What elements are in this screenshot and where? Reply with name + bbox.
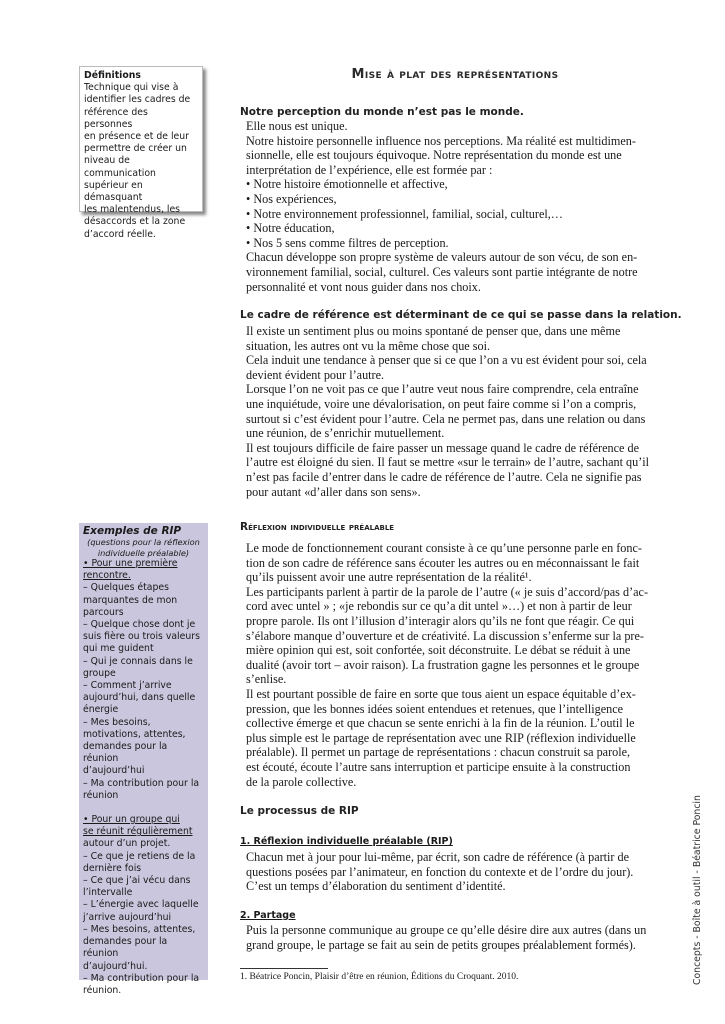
- rip-group1-heading-line: rencontre.: [83, 570, 131, 582]
- definitions-line: référence des personnes: [84, 106, 148, 130]
- page-title: Mise à plat des représentations: [351, 67, 559, 82]
- text-line: Elle nous est unique.: [246, 119, 348, 133]
- rip-item: d’aujourd’hui: [83, 765, 145, 777]
- rip-group1-heading: [83, 558, 204, 582]
- rip-item: autour d’un projet.: [83, 838, 171, 850]
- definitions-line: supérieur en démasquant: [84, 179, 143, 204]
- text-line: vironnement familial, social, culturel. Ces valeurs sont partie intégrante de notre: [246, 264, 638, 279]
- definitions-line: identifier les cadres de: [84, 94, 191, 106]
- rip-item: dernière fois: [83, 862, 142, 874]
- text-line: sionnelle, elle est toujours équivoque. Notre représentation du monde est une: [246, 148, 622, 163]
- rip-item: énergie: [83, 704, 119, 716]
- definitions-line: en présence et de leur: [84, 131, 189, 143]
- text-line: Le mode de fonctionnement courant consiste à ce qu’une personne parle en fonc-: [246, 541, 642, 555]
- definitions-line: Technique qui vise à: [84, 82, 179, 94]
- text-line: tion de son cadre de référence sans écouter les autres ou en méconnaissant le fait: [246, 555, 640, 570]
- text-line: pression, que les bonnes idées soient entendues et retenues, que l’intelligence: [246, 701, 624, 716]
- rip-item: – Comment j’arrive: [83, 680, 172, 692]
- step2-heading: 2. Partage: [240, 910, 296, 921]
- rip-group2-heading-line: se réunit régulièrement: [83, 826, 193, 838]
- text-line: une réunion, de s’enrichir mutuellement.: [246, 426, 445, 441]
- text-line: l’autre est éloigné du sien. Il faut se mettre «sur le terrain» de l’autre, sachant qu’il: [246, 455, 650, 470]
- text-line: Cela induit une tendance à penser que si ce que l’on a vu est évident pour soi, cela: [246, 353, 647, 368]
- text-line: • Nos expériences,: [246, 191, 337, 206]
- text-line: situation, les autres ont vu la même chose que soi.: [246, 338, 491, 353]
- rip-item: – Qui je connais dans le: [83, 655, 193, 667]
- rip-item: – Ma contribution pour la: [83, 972, 200, 984]
- section2-heading: Le cadre de référence est déterminant de ce qui se passe dans la relation.: [240, 309, 682, 321]
- text-line: Chacun développe son propre système de valeurs autour de son vécu, de son en-: [246, 250, 638, 265]
- side-label: Concepts - Boîte à outil - Béatrice Poncin: [692, 795, 703, 985]
- text-line: questions posées par l’animateur, en fonction du contexte et de l’ordre du jour).: [246, 864, 634, 879]
- text-line: s’enlise.: [246, 672, 287, 687]
- text-line: personnalité et vont nous guider dans nos choix.: [246, 279, 481, 294]
- rip-item: qui me guident: [83, 643, 154, 655]
- text-line: de la parole collective.: [246, 774, 357, 789]
- definitions-line: les malentendus, les: [84, 204, 181, 216]
- text-line: • Nos 5 sens comme filtres de perception.: [246, 235, 449, 250]
- text-line: devient évident pour l’autre.: [246, 367, 385, 382]
- text-line: cord avec untel » ; «je rebondis sur ce qu’a dit untel »…) et non à partir de leur: [246, 599, 632, 614]
- text-line: C’est un temps d’élaboration du sentiment d’identité.: [246, 879, 506, 894]
- definitions-heading: Définitions: [84, 70, 141, 81]
- step2-body: [246, 923, 664, 952]
- section4-heading: Le processus de RIP: [240, 805, 359, 817]
- text-line: • Notre histoire émotionnelle et affective,: [246, 177, 448, 192]
- rip-group1-heading-line: • Pour une première: [83, 558, 178, 569]
- rip-item: – Mes besoins, attentes,: [83, 923, 196, 935]
- text-line: est écouté, écoute l’autre sans interruption et participe ensuite à la construction: [246, 759, 631, 774]
- rip-item: aujourd’hui, dans quelle: [83, 692, 196, 704]
- text-line: plus simple est le partage de représentation avec une RIP (réflexion individuelle: [246, 730, 636, 745]
- rip-item: l’intervalle: [83, 887, 133, 899]
- rip-examples-box: [79, 523, 208, 996]
- rip-item: – Ce que je retiens de la: [83, 850, 196, 862]
- text-line: n’est pas facile d’entrer dans le cadre de référence de l’autre. Cela ne signifie pas: [246, 469, 642, 484]
- text-line: Notre histoire personnelle influence nos perceptions. Ma réalité est multidimen-: [246, 133, 636, 148]
- text-line: surtout si c’est évident pour l’autre. Cela ne permet pas, dans une relation ou dans: [246, 411, 646, 426]
- section2-body: [246, 324, 664, 499]
- text-line: Puis la personne communique au groupe ce qu’elle désire dire aux autres (dans un: [246, 923, 647, 937]
- rip-item: parcours: [83, 606, 124, 618]
- rip-item: d’aujourd’hui.: [83, 960, 148, 972]
- rip-item: réunion: [83, 789, 119, 801]
- text-line: préalable). Il permet un partage de représentations : chacun construit sa parole,: [246, 745, 631, 760]
- text-line: Chacun met à jour pour lui-même, par écrit, son cadre de référence (à partir de: [246, 850, 630, 864]
- rip-item: marquantes de mon: [83, 594, 178, 606]
- section1-body: [246, 119, 664, 294]
- rip-item: demandes pour la réunion: [83, 936, 168, 960]
- rip-item: – Mes besoins,: [83, 716, 151, 728]
- rip-group1-list: [83, 582, 204, 802]
- step1-heading: 1. Réflexion individuelle préalable (RIP): [240, 836, 453, 847]
- rip-group2-list: [83, 838, 204, 997]
- text-line: propre parole. Ils ont l’illusion d’interagir alors qu’ils ne font que réagir. Ce qui: [246, 613, 635, 628]
- definitions-line: désaccords et la zone: [84, 216, 186, 228]
- rip-item: – Quelque chose dont je: [83, 619, 196, 631]
- section1-heading: Notre perception du monde n’est pas le monde.: [240, 106, 524, 118]
- text-line: mière opinion qui est, soit confortée, soit déconstruite. Le débat se réduit à une: [246, 643, 631, 658]
- text-line: grand groupe, le partage se fait au sein de petits groupes préalablement formés).: [246, 937, 636, 952]
- definitions-line: permettre de créer un: [84, 143, 187, 155]
- rip-item: motivations, attentes,: [83, 728, 186, 740]
- text-line: qu’ils puissent avoir une autre représentation de la réalité¹.: [246, 570, 532, 585]
- text-line: dualité (avoir tort – avoir raison). La frustration gagne les personnes et le groupe: [246, 657, 640, 672]
- footnote: 1. Béatrice Poncin, Plaisir d’être en réunion, Éditions du Croquant. 2010.: [240, 972, 519, 982]
- rip-item: j’arrive aujourd’hui: [83, 911, 172, 923]
- rip-item: – L’énergie avec laquelle: [83, 899, 199, 911]
- rip-item: – Quelques étapes: [83, 582, 169, 594]
- text-line: Lorsque l’on ne voit pas ce que l’autre veut nous faire comprendre, cela entraîne: [246, 382, 639, 397]
- definitions-line: d’accord réelle.: [84, 228, 156, 240]
- spacer: [83, 802, 204, 814]
- rip-group2-heading-line: • Pour un groupe qui: [83, 814, 180, 826]
- text-line: Il existe un sentiment plus ou moins spontané de penser que, dans une même: [246, 324, 621, 338]
- text-line: pour autant «d’aller dans son sens».: [246, 484, 421, 499]
- rip-item: groupe: [83, 667, 116, 679]
- text-line: • Notre environnement professionnel, familial, social, culturel,…: [246, 206, 563, 221]
- rip-examples-subtitle: (questions pour la réflexion individuelle préalable): [87, 537, 200, 558]
- text-line: Il est toujours difficile de faire passer un message quand le cadre de référence de: [246, 440, 639, 455]
- text-line: s’élabore manque d’ouverture et de créativité. La discussion s’enferme sur la pre-: [246, 628, 644, 643]
- rip-item: réunion.: [83, 984, 122, 996]
- step1-body: [246, 850, 664, 894]
- definitions-line: niveau de communication: [84, 155, 156, 179]
- rip-examples-title: Exemples de RIP: [83, 525, 182, 537]
- text-line: • Notre éducation,: [246, 221, 335, 236]
- text-line: une inquiétude, voire une dévalorisation, on peut faire comme si l’on a compris,: [246, 396, 637, 411]
- rip-item: suis fière ou trois valeurs: [83, 631, 200, 643]
- section3-body: [246, 541, 664, 789]
- text-line: Les participants parlent à partir de la parole de l’autre (« je suis d’accord/pas d’ac-: [246, 584, 649, 599]
- definitions-text: [84, 82, 198, 241]
- text-line: interprétation de l’expérience, elle est formée par :: [246, 162, 493, 177]
- rip-item: demandes pour la réunion: [83, 741, 168, 765]
- section3-heading: Réflexion individuelle préalable: [240, 521, 395, 533]
- rip-item: – Ce que j’ai vécu dans: [83, 875, 191, 887]
- text-line: Il est pourtant possible de faire en sorte que tous aient un espace équitable d’ex-: [246, 686, 636, 701]
- rip-item: – Ma contribution pour la: [83, 777, 200, 789]
- definitions-box: [79, 66, 203, 240]
- footnote-divider: [240, 968, 328, 969]
- text-line: collective émerge et que chacun se sente enrichi à la fin de la réunion. L’outil le: [246, 716, 635, 731]
- rip-group2-heading: [83, 814, 204, 838]
